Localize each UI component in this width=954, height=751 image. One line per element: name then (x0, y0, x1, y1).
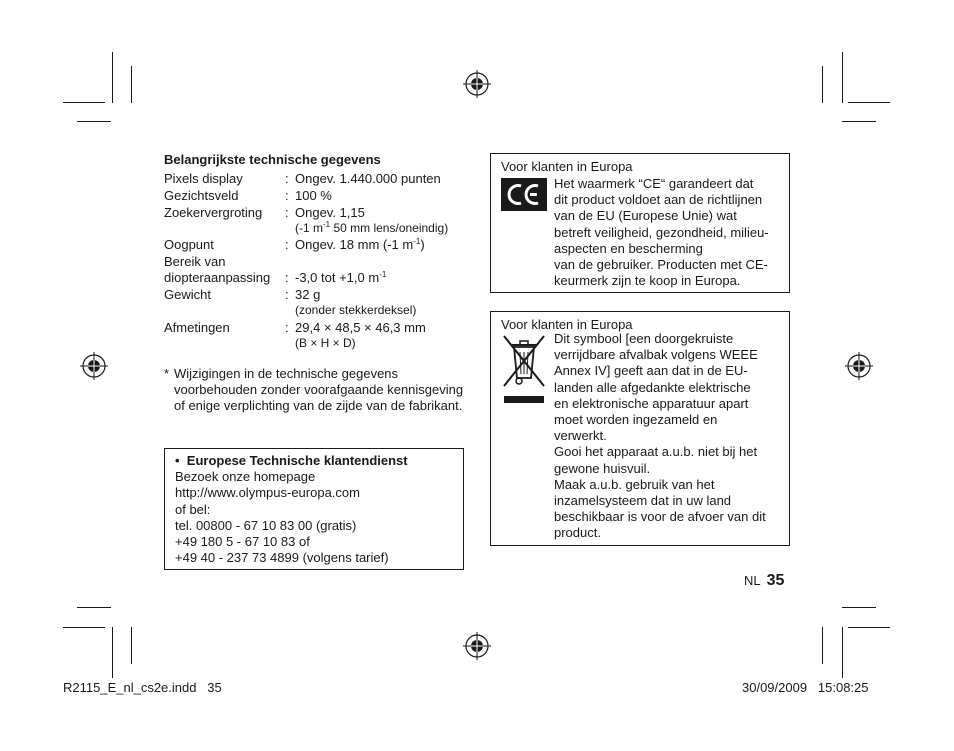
service-title (175, 453, 463, 469)
ce-text-line: van de EU (Europese Unie) wat (554, 208, 737, 224)
registration-mark-icon (845, 352, 873, 380)
registration-mark-icon (463, 632, 491, 660)
spec-subvalue-part: 50 mm lens/oneindig) (330, 221, 449, 235)
ce-box-title: Voor klanten in Europa (501, 159, 633, 174)
ce-box (490, 153, 790, 293)
weee-text-line: verwerkt. (554, 428, 607, 444)
spec-label: Gezichtsveld (164, 188, 239, 203)
spec-subvalue-part: (-1 m (295, 221, 323, 235)
crop-mark (77, 607, 111, 608)
spec-colon: : (285, 320, 289, 335)
footer-timestamp: 30/09/2009 15:08:25 (742, 680, 869, 695)
crop-mark (842, 52, 843, 103)
crop-mark (63, 627, 105, 628)
spec-label: Bereik van (164, 254, 226, 269)
crop-mark (112, 627, 113, 678)
page-number (744, 572, 784, 590)
ce-text-line: dit product voldoet aan de richtlijnen (554, 192, 763, 208)
footer-filename: R2115_E_nl_cs2e.indd 35 (63, 680, 222, 695)
spec-value-part: -3,0 tot +1,0 m (295, 270, 380, 285)
spec-label: Zoekervergroting (164, 205, 263, 220)
spec-subvalue: (B × H × D) (295, 336, 356, 350)
spec-label: Afmetingen (164, 320, 230, 335)
ce-text-line: Het waarmerk “CE“ garandeert dat (554, 176, 754, 191)
footnote-marker: * (164, 366, 170, 381)
ce-text-line: aspecten en bescherming (554, 240, 703, 256)
spec-value-sup: -1 (413, 237, 421, 246)
bullet: • (175, 453, 180, 468)
spec-label: diopteraanpassing (164, 270, 271, 285)
spec-value: Ongev. 1,15 (295, 205, 365, 220)
service-phone: +49 180 5 - 67 10 83 of (175, 534, 310, 550)
service-phone: tel. 00800 - 67 10 83 00 (gratis) (175, 517, 357, 533)
ce-text-line: keurmerk zijn te koop in Europa. (554, 273, 741, 289)
crop-mark (848, 627, 890, 628)
crop-mark (822, 627, 823, 664)
spec-value-part: Ongev. 18 mm (-1 m (295, 237, 414, 252)
page-language: NL (744, 573, 761, 588)
ce-mark-icon (501, 178, 547, 211)
weee-text-line: landen alle afgedankte elektrische (554, 379, 751, 395)
weee-text-line: product. (554, 525, 601, 541)
spec-value: 32 g (295, 287, 321, 302)
spec-colon: : (285, 287, 289, 302)
crop-mark (842, 627, 843, 678)
crossed-out-wheelie-bin-icon (501, 334, 547, 406)
service-url: http://www.olympus-europa.com (175, 485, 360, 501)
weee-text-line: en elektronische apparatuur apart (554, 395, 749, 411)
spec-label: Gewicht (164, 287, 211, 302)
weee-text-line: gewone huisvuil. (554, 460, 651, 476)
weee-text (554, 331, 787, 542)
spec-subvalue (295, 221, 448, 235)
crop-mark (63, 102, 105, 103)
spec-colon: : (285, 171, 289, 186)
spec-label: Oogpunt (164, 237, 214, 252)
spec-value: Ongev. 1.440.000 punten (295, 171, 441, 186)
spec-value: 100 % (295, 188, 332, 203)
page-number-value: 35 (766, 572, 785, 589)
ce-text (554, 176, 787, 257)
service-phone: +49 40 - 237 73 4899 (volgens tarief) (175, 550, 389, 566)
ce-text-line: van de gebruiker. Producten met CE- (554, 257, 768, 272)
weee-box (490, 311, 790, 546)
crop-mark (842, 121, 876, 122)
spec-value-part: ) (420, 237, 425, 252)
spec-value: 29,4 × 48,5 × 46,3 mm (295, 320, 426, 335)
spec-value (295, 270, 386, 285)
spec-colon: : (285, 205, 289, 220)
ce-text-tail (554, 257, 787, 289)
weee-text-line: Gooi het apparaat a.u.b. niet bij het (554, 444, 758, 460)
spec-label: Pixels display (164, 171, 243, 186)
crop-mark (822, 66, 823, 103)
spec-colon: : (285, 270, 289, 285)
crop-mark (848, 102, 890, 103)
footnote-text: Wijzigingen in de technische gegevens voorbehouden zonder voorafgaande kennisgeving of enige verplichting van de zijde van de fabrikant. (174, 366, 464, 413)
spec-value (295, 237, 425, 252)
weee-box-title: Voor klanten in Europa (501, 317, 633, 332)
crop-mark (842, 607, 876, 608)
crop-mark (131, 66, 132, 103)
weee-text-line: moet worden ingezameld en (554, 412, 718, 428)
weee-text-line: verrijdbare afvalbak volgens WEEE (554, 347, 758, 363)
weee-text-line: inzamelsysteem dat in uw land (554, 493, 732, 509)
crop-mark (77, 121, 111, 122)
service-box (164, 448, 464, 570)
weee-text-line: Maak a.u.b. gebruik van het (554, 476, 715, 492)
spec-colon: : (285, 188, 289, 203)
weee-text-line: beschikbaar is voor de afvoer van dit (554, 509, 766, 525)
service-line: Bezoek onze homepage (175, 469, 316, 485)
registration-mark-icon (80, 352, 108, 380)
service-line: of bel: (175, 501, 211, 517)
registration-mark-icon (463, 70, 491, 98)
spec-value-sup: -1 (379, 270, 387, 279)
ce-text-line: betreft veiligheid, gezondheid, milieu- (554, 224, 769, 240)
crop-mark (112, 52, 113, 103)
spec-colon: : (285, 237, 289, 252)
weee-text-line: Dit symbool [een doorgekruiste (554, 331, 734, 346)
service-title-text: Europese Technische klantendienst (186, 453, 408, 468)
weee-text-line: Annex IV] geeft aan dat in de EU- (554, 363, 748, 379)
spec-subvalue: (zonder stekkerdeksel) (295, 303, 417, 317)
spec-subvalue-sup: -1 (323, 220, 331, 229)
specs-title: Belangrijkste technische gegevens (164, 152, 381, 167)
crop-mark (131, 627, 132, 664)
